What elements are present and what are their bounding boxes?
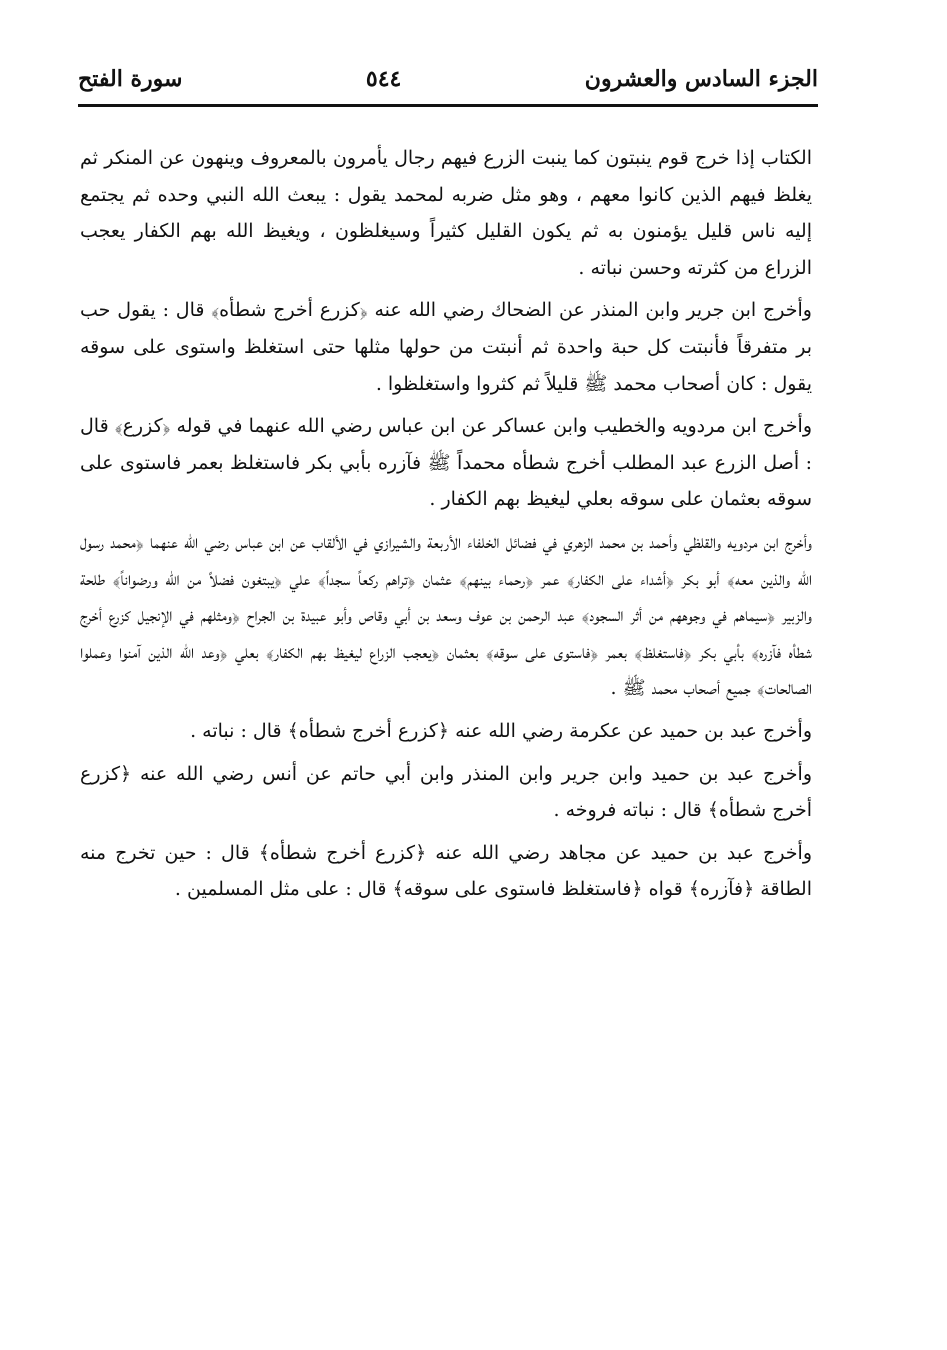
header-part-title: الجزء السادس والعشرون bbox=[584, 66, 818, 92]
paragraph: وأخرج ابن مردويه والخطيب وابن عساكر عن ابن عباس رضي الله عنهما في قوله ﴿كزرع﴾ قال : أصل الزرع عبد المطلب أخرج شطأه محمداً ﷺ فآزره بأبي بكر فاستغلظ بعمر فاستوى على سوقه بعثمان على سوقه بعلي ليغيظ بهم الكفار . bbox=[80, 415, 812, 511]
paragraph: وأخرج عبد بن حميد عن عكرمة رضي الله عنه ﴿كزرع أخرج شطأه﴾ قال : نباته . bbox=[190, 719, 812, 742]
paragraph: وأخرج ابن مردويه والقلظي وأحمد بن محمد الزهري في فضائل الخلفاء الأربعة والشيرازي في الألقاب عن ابن عباس رضي الله عنهما ﴿محمد رسول الله والذين معه﴾ أبو بكر ﴿أشداء على الكفار﴾ عمر ﴿رحماء بينهم﴾ عثمان ﴿تراهم ركعاً سجداً﴾ علي ﴿يبتغون فضلاً من الله ورضواناً﴾ طلحة والزبير ﴿سيماهم في وجوههم من أثر السجود﴾ عبد الرحمن بن عوف وسعد بن أبي وقاص وأبو عبيدة بن الجراح ﴿ومثلهم في الإنجيل كزرع أخرج شطأه فآزره﴾ بأبي بكر ﴿فاستغلظ﴾ بعمر ﴿فاستوى على سوقه﴾ بعثمان ﴿يعجب الزراع ليغيظ بهم الكفار﴾ بعلي ﴿وعد الله الذين آمنوا وعملوا الصالحات﴾ جميع أصحاب محمد ﷺ . bbox=[80, 530, 813, 700]
paragraph: وأخرج عبد بن حميد عن مجاهد رضي الله عنه ﴿كزرع أخرج شطأه﴾ قال : حين تخرج منه الطاقة ﴿فآزره﴾ قواه ﴿فاستغلظ فاستوى على سوقه﴾ قال : على مثل المسلمين . bbox=[80, 841, 812, 901]
page-number: ٥٤٤ bbox=[365, 66, 402, 92]
paragraph: وأخرج عبد بن حميد وابن جرير وابن المنذر وابن أبي حاتم عن أنس رضي الله عنه ﴿كزرع أخرج شطأه﴾ قال : نباته فروخه . bbox=[80, 762, 812, 822]
page-body bbox=[80, 140, 812, 914]
paragraph: وأخرج ابن جرير وابن المنذر عن الضحاك رضي الله عنه ﴿كزرع أخرج شطأه﴾ قال : يقول حب بر متفرقاً فأنبتت كل حبة واحدة ثم أنبتت من حولها مثلها حتى استغلظ واستوى على سوقه يقول : كان أصحاب محمد ﷺ قليلاً ثم كثروا واستغلظوا . bbox=[80, 299, 812, 395]
header-surah-title: سورة الفتح bbox=[78, 66, 183, 92]
paragraph: الكتاب إذا خرج قوم ينبتون كما ينبت الزرع فيهم رجال يأمرون بالمعروف وينهون عن المنكر ثم يغلظ فيهم الذين كانوا معهم ، وهو مثل ضربه لمحمد يقول : يبعث الله النبي وحده ثم يجتمع إليه ناس قليل يؤمنون به ثم يكون القليل كثيراً وسيغلظون ، ويغيظ الله بهم الكفار يعجب الزراع من كثرته وحسن نباته . bbox=[80, 147, 812, 279]
header-divider bbox=[78, 104, 818, 107]
page-header bbox=[78, 58, 818, 100]
